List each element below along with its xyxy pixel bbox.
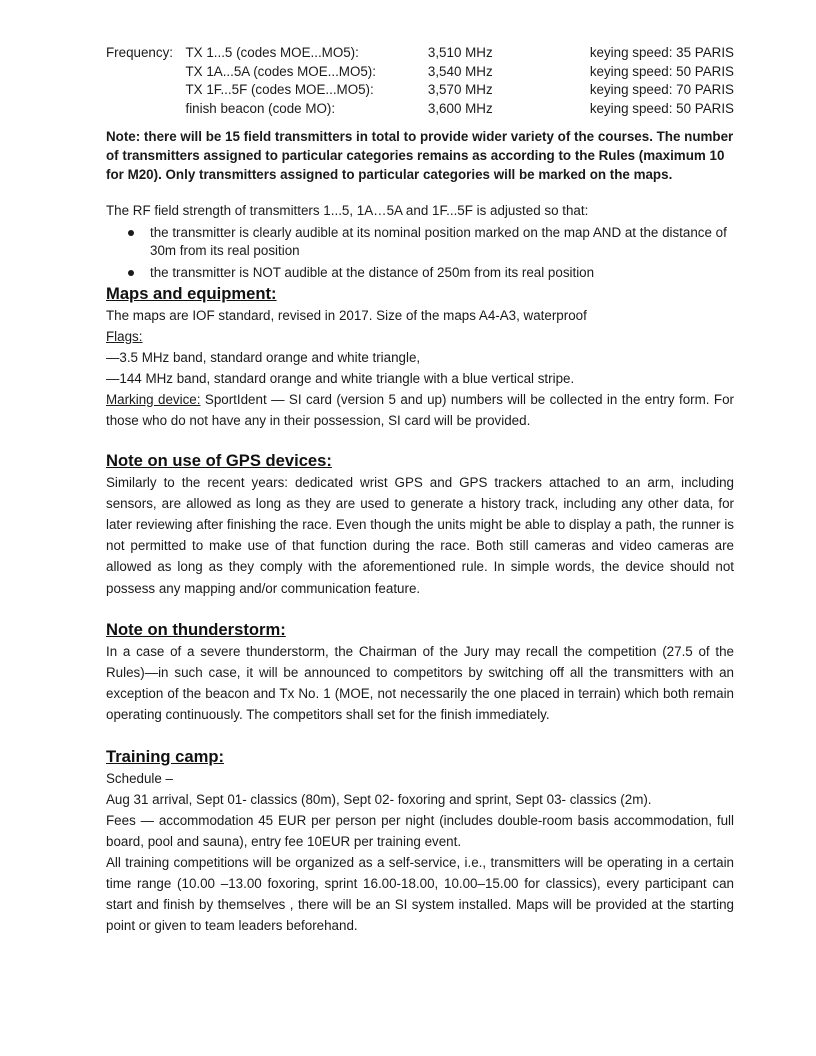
marking-device-text: SportIdent — SI card (version 5 and up) numbers will be collected in the entry form. For those who do not have any in their possession, SI card will be provided. <box>106 391 734 428</box>
bullet-icon <box>128 230 134 236</box>
frequency-value: 3,510 MHz <box>427 45 493 60</box>
list-item-text: the transmitter is NOT audible at the distance of 250m from its real position <box>150 264 595 280</box>
maps-standard: The maps are IOF standard, revised in 2017. Size of the maps A4-A3, waterproof <box>106 307 587 323</box>
thunderstorm-text: In a case of a severe thunderstorm, the Chairman of the Jury may recall the competition (27.5 of the Rules)—in such case, it will be announced to competitors by switching off all the transmitters with an exception of the beacon and Tx No. 1 (MOE, not necessarily the one placed in terrain) which both remain operating continuously. The competitors shall set for the finish immediately. <box>106 643 734 723</box>
keying-speed: keying speed: 35 PARIS <box>589 45 734 60</box>
document-page <box>106 44 734 936</box>
schedule-text: Aug 31 arrival, Sept 01- classics (80m), Sept 02- foxoring and sprint, Sept 03- classics (2m). <box>106 791 652 807</box>
section-heading: Training camp: <box>106 746 225 766</box>
section-heading: Note on use of GPS devices: <box>106 450 332 470</box>
maps-section <box>106 283 734 431</box>
gps-text: Similarly to the recent years: dedicated wrist GPS and GPS trackers attached to an arm, including sensors, are allowed as long as they are used to generate a history track, including any other data, for later reviewing after finishing the race. Even though the units might be able to display a path, the runner is not permitted to make use of that function during the race. Both still cameras and video cameras are allowed as long as they comply with the aforementioned rule. In simple words, the device should not possess any mapping and/or communication feature. <box>106 474 734 596</box>
frequency-table <box>106 44 734 118</box>
self-service-text: All training competitions will be organized as a self-service, i.e., transmitters will be operating in a certain time range (10.00 –13.00 foxoring, sprint 16.00-18.00, 10.00–15.00 for classics), every participant can start and finish by themselves , there will be an SI system installed. Maps will be provided at the starting point or given to team leaders beforehand. <box>106 854 734 933</box>
marking-device <box>106 389 734 431</box>
list-item <box>106 264 734 283</box>
section-heading: Note on thunderstorm: <box>106 619 286 639</box>
gps-section <box>106 450 734 599</box>
thunderstorm-section <box>106 619 734 726</box>
frequency-row <box>106 100 734 119</box>
transmitter-group: TX 1F...5F (codes MOE...MO5): <box>185 82 374 98</box>
training-section <box>106 746 734 936</box>
frequency-value: 3,540 MHz <box>427 63 493 79</box>
keying-speed: keying speed: 50 PARIS <box>589 63 734 79</box>
frequency-label: Frequency: <box>106 45 173 60</box>
keying-speed: keying speed: 50 PARIS <box>589 100 734 116</box>
list-item-text: the transmitter is clearly audible at its nominal position marked on the map AND at the distance of 30m from its real position <box>150 224 727 259</box>
transmitter-group: TX 1...5 (codes MOE...MO5): <box>185 45 359 60</box>
marking-device-label: Marking device: <box>106 391 201 407</box>
flags-label: Flags: <box>106 328 143 344</box>
frequency-row <box>106 63 734 82</box>
schedule-label: Schedule – <box>106 770 174 786</box>
fees-text: Fees — accommodation 45 EUR per person per night (includes double-room basis accommodation, full board, pool and sauna), entry fee 10EUR per training event. <box>106 812 734 849</box>
frequency-value: 3,570 MHz <box>427 82 493 98</box>
transmitter-group: TX 1A...5A (codes MOE...MO5): <box>185 63 376 79</box>
field-strength-list <box>106 224 734 283</box>
frequency-row <box>106 81 734 100</box>
bullet-icon <box>128 270 134 276</box>
transmitter-group: finish beacon (code MO): <box>185 100 336 116</box>
list-item <box>106 224 734 261</box>
flag-144-mhz: —144 MHz band, standard orange and white triangle with a blue vertical stripe. <box>106 370 575 386</box>
flag-35-mhz: —3.5 MHz band, standard orange and white triangle, <box>106 349 421 365</box>
transmitters-note: Note: there will be 15 field transmitters in total to provide wider variety of the courses. The number of transmitters assigned to particular categories remains as according to the Rules (maximum 10 for M20). Only transmitters assigned to particular categories will be marked on the maps. <box>106 129 734 182</box>
frequency-row <box>106 44 734 63</box>
section-heading: Maps and equipment: <box>106 283 277 303</box>
keying-speed: keying speed: 70 PARIS <box>589 82 734 98</box>
frequency-value: 3,600 MHz <box>427 100 493 116</box>
field-strength-intro: The RF field strength of transmitters 1...5, 1A…5A and 1F...5F is adjusted so that: <box>106 203 589 219</box>
